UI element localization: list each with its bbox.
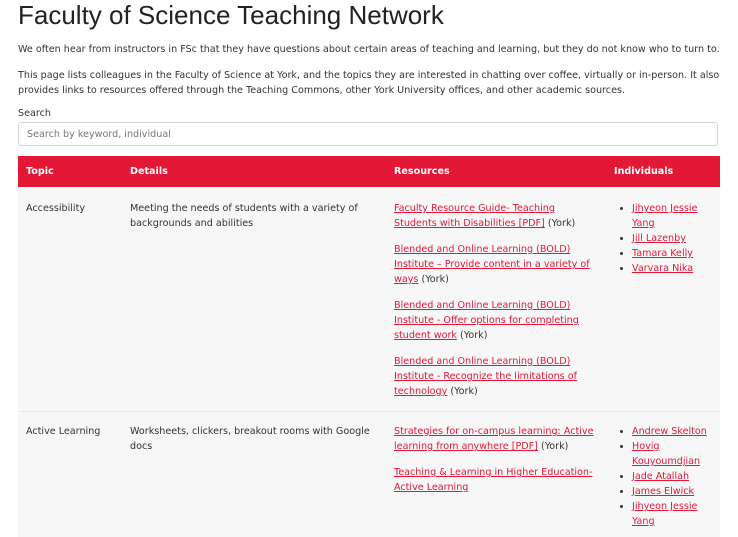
resource-item: [394, 424, 598, 454]
intro-paragraph: We often hear from instructors in FSc that they have questions about certain areas of teaching and learning, but they do not know who to turn to.: [18, 42, 720, 57]
column-header-details[interactable]: Details: [122, 156, 386, 187]
list-item: [632, 201, 712, 231]
resources-cell: [386, 187, 606, 412]
teaching-network-table: [18, 156, 720, 537]
list-item: [632, 469, 712, 484]
individual-link[interactable]: Andrew Skelton: [632, 426, 707, 437]
resource-link[interactable]: Faculty Resource Guide- Teaching Students with Disabilities [PDF]: [394, 203, 555, 229]
resources-cell: [386, 412, 606, 537]
list-item: [632, 231, 712, 246]
column-header-individuals[interactable]: Individuals: [606, 156, 720, 187]
list-item: [632, 246, 712, 261]
list-item: [632, 439, 712, 469]
individual-link[interactable]: Hovig Kouyoumdjian: [632, 441, 700, 467]
resource-source: (York): [418, 274, 449, 285]
resource-source: (York): [447, 386, 478, 397]
intro-paragraph-resources: This page lists colleagues in the Faculty of Science at York, and the topics they are interested in chatting over coffee, virtually or in-person. It also provides links to resources offered through the Teaching Commons, other York University offices, and other academic sources.: [18, 68, 720, 98]
resource-item: [394, 298, 598, 343]
search-input[interactable]: [18, 122, 718, 146]
resource-link[interactable]: Teaching & Learning in Higher Education- Active Learning: [394, 467, 592, 493]
individual-link[interactable]: Tamara Kelly: [632, 248, 693, 259]
column-header-resources[interactable]: Resources: [386, 156, 606, 187]
details-cell: Worksheets, clickers, breakout rooms with Google docs: [122, 412, 386, 537]
individual-link[interactable]: Jade Atallah: [632, 471, 689, 482]
individual-link[interactable]: Varvara Nika: [632, 263, 693, 274]
individual-link[interactable]: Jihyeon Jessie Yang: [632, 501, 697, 527]
search-label: Search: [18, 108, 51, 119]
page-title: Faculty of Science Teaching Network: [18, 0, 444, 30]
details-cell: Meeting the needs of students with a variety of backgrounds and abilities: [122, 187, 386, 412]
resource-link[interactable]: Strategies for on-campus learning: Active learning from anywhere [PDF]: [394, 426, 594, 452]
resource-item: [394, 354, 598, 399]
list-item: [632, 261, 712, 276]
individuals-list: [614, 424, 712, 529]
individual-link[interactable]: Jill Lazenby: [632, 233, 686, 244]
individuals-list: [614, 201, 712, 276]
resource-link[interactable]: Blended and Online Learning (BOLD) Institute - Offer options for completing student work: [394, 300, 579, 341]
table-row: [18, 187, 720, 412]
resource-source: (York): [538, 441, 569, 452]
topic-cell: Accessibility: [18, 187, 122, 412]
list-item: [632, 499, 712, 529]
resource-source: (York): [545, 218, 576, 229]
resource-link[interactable]: Blended and Online Learning (BOLD) Institute – Provide content in a variety of ways: [394, 244, 590, 285]
table-header-row: [18, 156, 720, 187]
individual-link[interactable]: James Elwick: [632, 486, 694, 497]
resource-link[interactable]: Blended and Online Learning (BOLD) Institute - Recognize the limitations of technology: [394, 356, 577, 397]
topic-cell: Active Learning: [18, 412, 122, 537]
list-item: [632, 484, 712, 499]
resource-item: [394, 242, 598, 287]
resource-item: [394, 201, 598, 231]
individual-link[interactable]: Jihyeon Jessie Yang: [632, 203, 697, 229]
individuals-cell: [606, 187, 720, 412]
resource-item: [394, 465, 598, 495]
resource-source: (York): [457, 330, 488, 341]
individuals-cell: [606, 412, 720, 537]
column-header-topic[interactable]: Topic: [18, 156, 122, 187]
list-item: [632, 424, 712, 439]
table-row: [18, 412, 720, 537]
